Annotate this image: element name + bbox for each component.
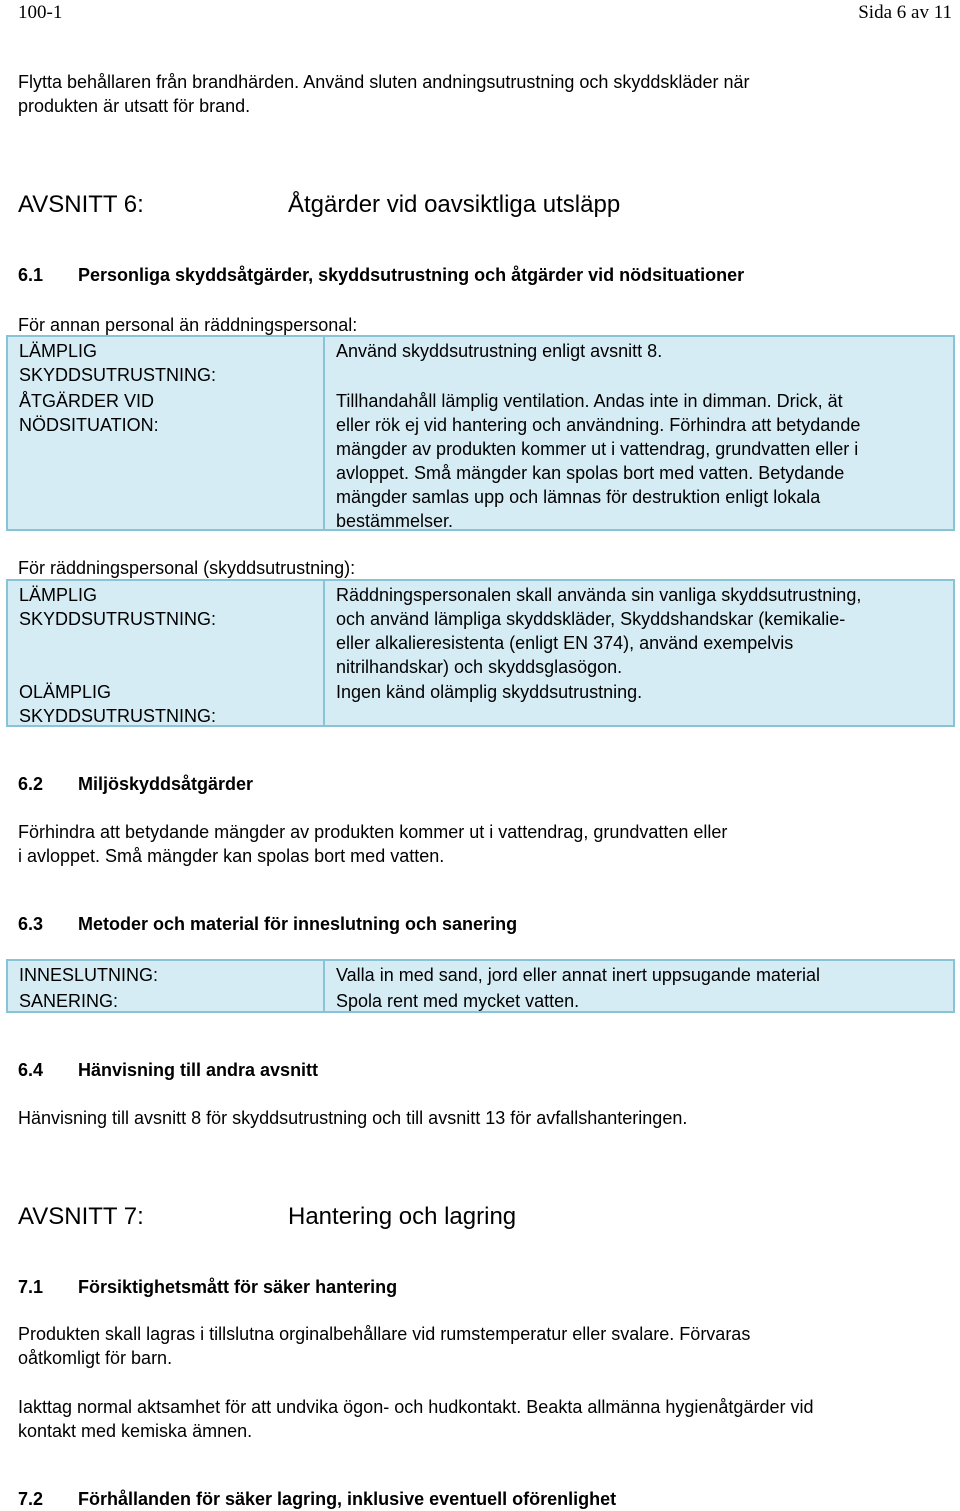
subsection-6-3-title: Metoder och material för inneslutning och sanering xyxy=(78,914,518,934)
subsection-7-1-number: 7.1 xyxy=(18,1277,44,1297)
subsection-6-1-number: 6.1 xyxy=(18,265,44,285)
environment-line-2: i avloppet. Små mängder kan spolas bort med vatten. xyxy=(18,846,445,866)
label-suitable-2: SKYDDSUTRUSTNING: xyxy=(19,365,217,385)
handling-p2-line-2: kontakt med kemiska ämnen. xyxy=(18,1421,253,1441)
emergency-line: eller rök ej vid hantering och användning. Förhindra att betydande xyxy=(336,415,861,435)
table-divider xyxy=(323,961,325,1011)
value-containment: Valla in med sand, jord eller annat inert uppsugande material xyxy=(336,965,820,985)
subsection-7-1-title: Försiktighetsmått för säker hantering xyxy=(78,1277,398,1297)
subsection-7-2-number: 7.2 xyxy=(18,1489,44,1509)
label-emergency-2: NÖDSITUATION: xyxy=(19,415,159,435)
emergency-line: mängder samlas upp och lämnas för destruktion enligt lokala xyxy=(336,487,821,507)
value-cleanup: Spola rent med mycket vatten. xyxy=(336,991,580,1011)
rescue-equipment-line: eller alkalieresistenta (enligt EN 374), använd exempelvis xyxy=(336,633,794,653)
label-suitable-1: LÄMPLIG xyxy=(19,585,98,605)
table-containment xyxy=(6,959,955,1013)
section-6-title: Åtgärder vid oavsiktliga utsläpp xyxy=(288,191,621,218)
table-other-personnel xyxy=(6,335,955,531)
intro-line-2: produkten är utsatt för brand. xyxy=(18,96,251,116)
emergency-line: mängder av produkten kommer ut i vattendrag, grundvatten eller i xyxy=(336,439,859,459)
handling-p1-line-1: Produkten skall lagras i tillslutna orginalbehållare vid rumstemperatur eller svalare. Förvaras xyxy=(18,1324,751,1344)
label-containment: INNESLUTNING: xyxy=(19,965,159,985)
table-divider xyxy=(323,581,325,725)
environment-line-1: Förhindra att betydande mängder av produkten kommer ut i vattendrag, grundvatten eller xyxy=(18,822,728,842)
subsection-6-1-title: Personliga skyddsåtgärder, skyddsutrustning och åtgärder vid nödsituationer xyxy=(78,265,745,285)
value-unsuitable-equipment: Ingen känd olämplig skyddsutrustning. xyxy=(336,682,643,702)
rescue-equipment-line: nitrilhandskar) och skyddsglasögon. xyxy=(336,657,623,677)
rescue-equipment-line: och använd lämpliga skyddskläder, Skyddshandskar (kemikalie- xyxy=(336,609,846,629)
handling-p2-line-1: Iakttag normal aktsamhet för att undvika ögon- och hudkontakt. Beakta allmänna hygienåtgärder vid xyxy=(18,1397,814,1417)
label-cleanup: SANERING: xyxy=(19,991,119,1011)
value-suitable-equipment: Använd skyddsutrustning enligt avsnitt 8. xyxy=(336,341,663,361)
page-number: Sida 6 av 11 xyxy=(858,2,952,23)
reference-line: Hänvisning till avsnitt 8 för skyddsutrustning och till avsnitt 13 för avfallshanteringen. xyxy=(18,1108,688,1128)
section-7-title: Hantering och lagring xyxy=(288,1203,517,1230)
emergency-line: avloppet. Små mängder kan spolas bort med vatten. Betydande xyxy=(336,463,845,483)
subsection-6-4-title: Hänvisning till andra avsnitt xyxy=(78,1060,319,1080)
subsection-7-2-title: Förhållanden för säker lagring, inklusive eventuell oförenlighet xyxy=(78,1489,617,1509)
subhead-other-personnel: För annan personal än räddningspersonal: xyxy=(18,315,358,335)
label-emergency-1: ÅTGÄRDER VID xyxy=(19,391,155,411)
label-unsuitable-1: OLÄMPLIG xyxy=(19,682,112,702)
subsection-6-3-number: 6.3 xyxy=(18,914,44,934)
table-divider xyxy=(323,337,325,529)
table-rescue-personnel xyxy=(6,579,955,727)
emergency-line: bestämmelser. xyxy=(336,511,454,531)
document-id: 100-1 xyxy=(18,2,63,23)
subsection-6-2-number: 6.2 xyxy=(18,774,44,794)
section-7-number: AVSNITT 7: xyxy=(18,1203,144,1230)
emergency-line: Tillhandahåll lämplig ventilation. Andas inte in dimman. Drick, ät xyxy=(336,391,843,411)
subhead-rescue-personnel: För räddningspersonal (skyddsutrustning): xyxy=(18,558,356,578)
intro-line-1: Flytta behållaren från brandhärden. Använd sluten andningsutrustning och skyddskläder när xyxy=(18,72,750,92)
label-suitable-2: SKYDDSUTRUSTNING: xyxy=(19,609,217,629)
subsection-6-2-title: Miljöskyddsåtgärder xyxy=(78,774,254,794)
section-6-number: AVSNITT 6: xyxy=(18,191,144,218)
rescue-equipment-line: Räddningspersonalen skall använda sin vanliga skyddsutrustning, xyxy=(336,585,862,605)
label-unsuitable-2: SKYDDSUTRUSTNING: xyxy=(19,706,217,726)
handling-p1-line-2: oåtkomligt för barn. xyxy=(18,1348,173,1368)
subsection-6-4-number: 6.4 xyxy=(18,1060,44,1080)
label-suitable-1: LÄMPLIG xyxy=(19,341,98,361)
